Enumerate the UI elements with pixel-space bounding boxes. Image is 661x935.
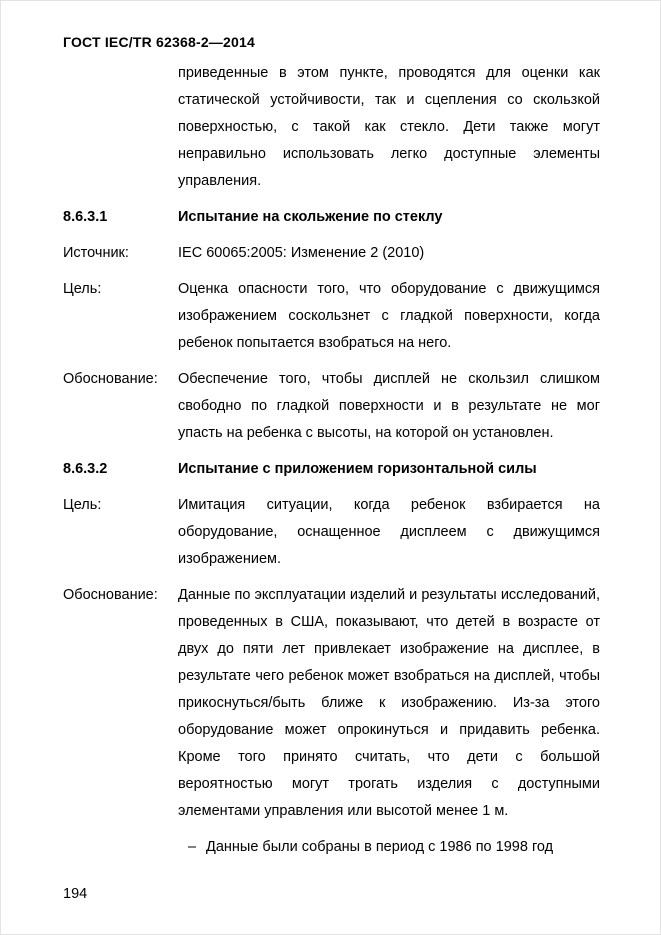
rationale-label: Обоснование: — [63, 587, 158, 603]
rationale-text: Обеспечение того, чтобы дисплей не скользил слишком свободно по гладкой поверхности и в результате не мог упасть на ребенка с высоты, на которой он установлен. — [178, 371, 600, 441]
list-item — [178, 834, 600, 861]
section-number: 8.6.3.2 — [63, 461, 108, 477]
list-item-row — [63, 834, 600, 861]
source-label: Источник: — [63, 245, 129, 261]
goal-row-1 — [63, 276, 600, 357]
goal-label: Цель: — [63, 497, 102, 513]
section-title: Испытание с приложением горизонтальной силы — [178, 461, 537, 477]
section-number: 8.6.3.1 — [63, 209, 108, 225]
source-row — [63, 240, 600, 267]
goal-label: Цель: — [63, 281, 102, 297]
rationale-row-1 — [63, 366, 600, 447]
goal-text: Оценка опасности того, что оборудование с движущимся изображением соскользнет с гладкой поверхности, когда ребенок попытается взобраться на него. — [178, 281, 600, 351]
rationale-label: Обоснование: — [63, 371, 158, 387]
section-heading-8-6-3-2 — [63, 456, 600, 483]
section-heading-8-6-3-1 — [63, 204, 600, 231]
continuation-paragraph-row — [63, 60, 600, 195]
goal-text: Имитация ситуации, когда ребенок взбирается на оборудование, оснащенное дисплеем с движущимся изображением. — [178, 497, 600, 567]
goal-row-2 — [63, 492, 600, 573]
page-footer — [63, 884, 87, 904]
page-number: 194 — [63, 886, 88, 902]
rationale-row-2 — [63, 582, 600, 825]
document-header — [63, 31, 600, 53]
dash-list-marker: – — [188, 839, 197, 855]
standard-designation: ГОСТ IEC/TR 62368-2—2014 — [63, 34, 255, 50]
document-content — [63, 60, 600, 861]
source-value: IEC 60065:2005: Изменение 2 (2010) — [178, 245, 425, 261]
list-item-text: Данные были собраны в период с 1986 по 1998 год — [206, 839, 554, 855]
section-title: Испытание на скольжение по стеклу — [178, 209, 443, 225]
continuation-paragraph: приведенные в этом пункте, проводятся для оценки как статической устойчивости, так и сцепления со скользкой поверхностью, с такой как стекло. Дети также могут неправильно использовать легко доступные элементы управления. — [178, 65, 600, 189]
rationale-text: Данные по эксплуатации изделий и результаты исследований, проведенных в США, показывают, что детей в возрасте от двух до пяти лет привлекает изображение на дисплее, в результате чего ребенок может взобраться на дисплей, чтобы прикоснуться/быть ближе к изображению. Из-за этого оборудование может опрокинуться и придавить ребенка. Кроме того принято считать, что дети с большой вероятностью могут трогать изделия с доступными элементами управления или высотой менее 1 м. — [178, 587, 600, 819]
